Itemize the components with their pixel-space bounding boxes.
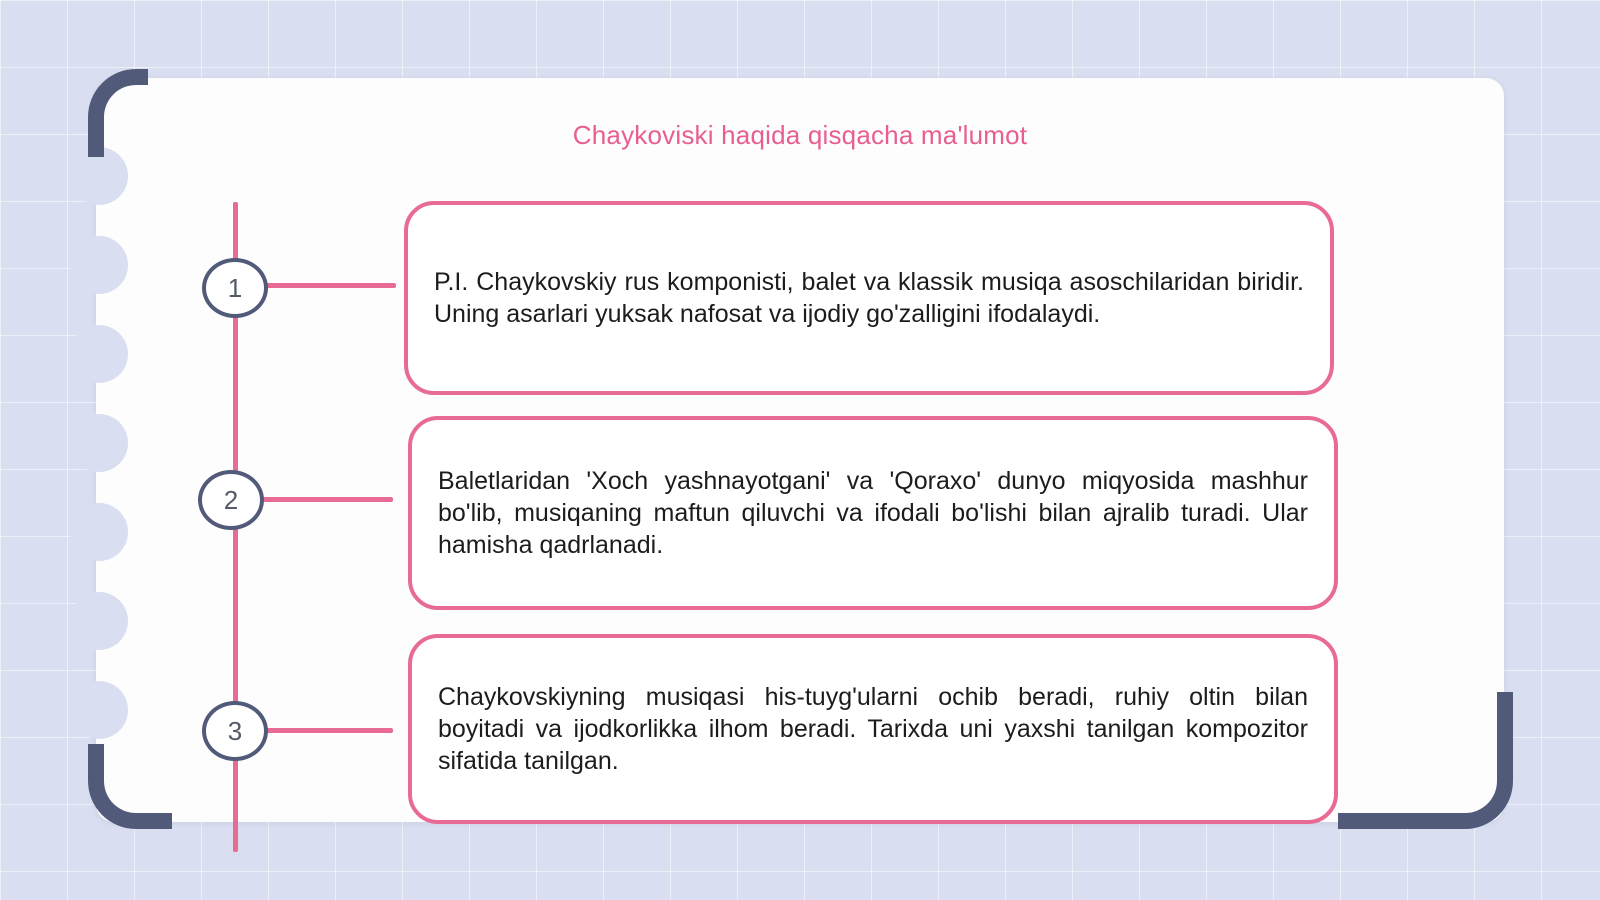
- page-edge-notch: [70, 681, 128, 739]
- frame-corner-top-left: [88, 69, 148, 157]
- timeline-connector: [265, 283, 396, 288]
- timeline-connector: [265, 728, 393, 733]
- step-number-2: 2: [198, 470, 264, 530]
- page-edge-notch: [70, 592, 128, 650]
- slide-title: Chaykoviski haqida qisqacha ma'lumot: [572, 120, 1028, 150]
- info-card-text: P.I. Chaykovskiy rus komponisti, balet va klassik musiqa asoschilaridan biridir. Uning asarlari yuksak nafosat va ijodiy go'zalligini ifodalaydi.: [434, 268, 1304, 328]
- info-card-text: Baletlaridan 'Xoch yashnayotgani' va 'Qoraxo' dunyo miqyosida mashhur bo'lib, musiqaning maftun qiluvchi va ifodali bo'lishi bilan ajralib turadi. Ular hamisha qadrlanadi.: [438, 467, 1308, 559]
- page-edge-notch: [70, 414, 128, 472]
- page-edge-notch: [70, 503, 128, 561]
- timeline-connector: [262, 497, 393, 502]
- step-number-1: 1: [202, 258, 268, 318]
- step-number-3: 3: [202, 701, 268, 761]
- info-card-2: [408, 416, 1338, 610]
- info-card-text: Chaykovskiyning musiqasi his-tuyg'ularni ochib beradi, ruhiy oltin bilan boyitadi va ijodkorlikka ilhom beradi. Tarixda uni yaxshi tanilgan kompozitor sifatida tanilgan.: [438, 683, 1308, 775]
- info-card-1: [404, 201, 1334, 395]
- page-edge-notch: [70, 236, 128, 294]
- frame-corner-bottom-right: [1338, 692, 1513, 829]
- page-edge-notch: [70, 325, 128, 383]
- info-card-3: [408, 634, 1338, 824]
